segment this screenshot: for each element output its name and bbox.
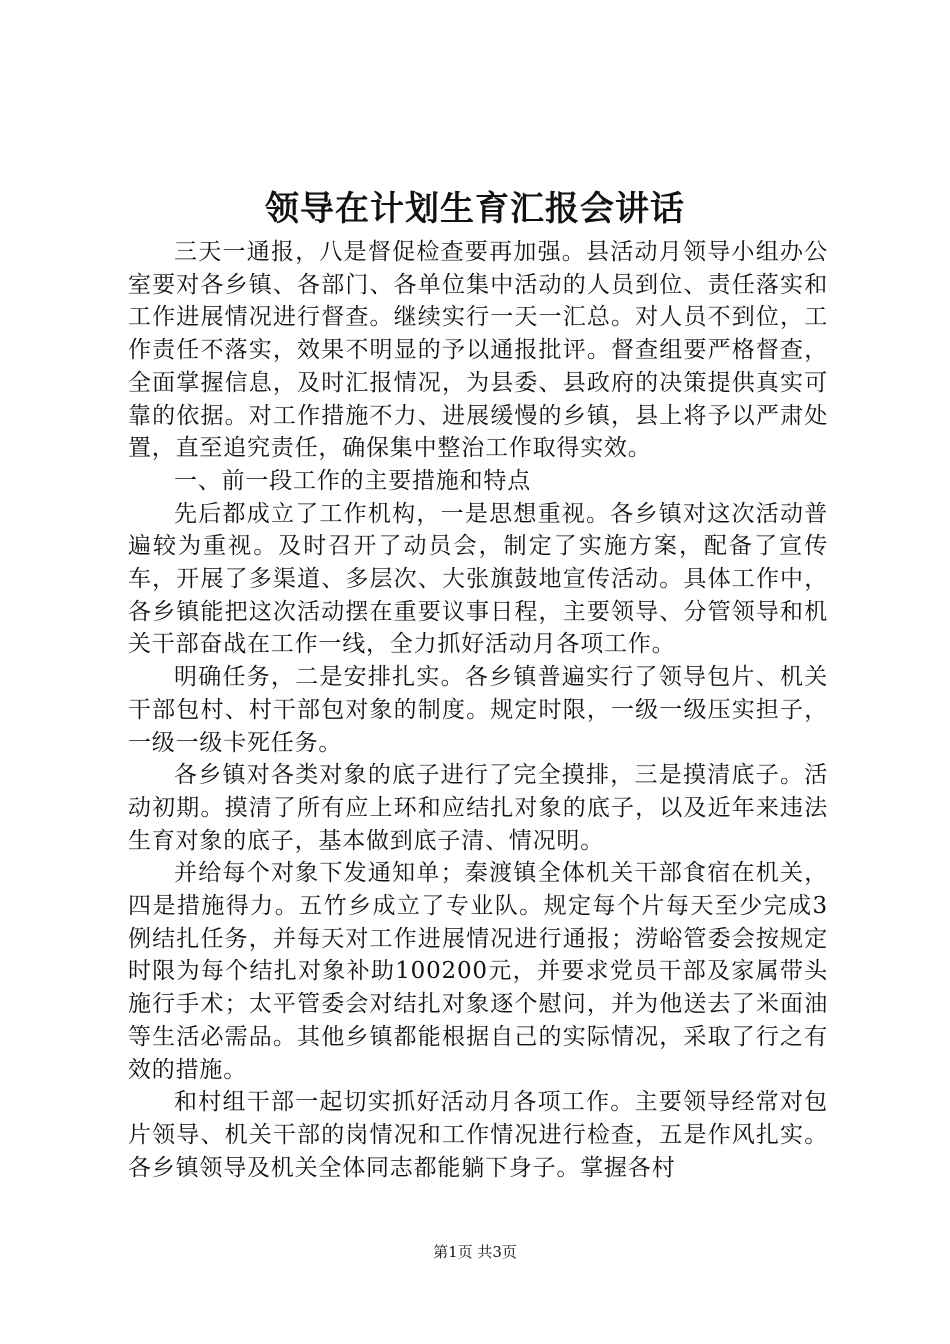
paragraph-1: 三天一通报，八是督促检查要再加强。县活动月领导小组办公室要对各乡镇、各部门、各单位集中活动的人员到位、责任落实和工作进展情况进行督查。继续实行一天一汇总。对人员不到位，工作责任不落实，效果不明显的予以通报批评。督查组要严格督查，全面掌握信息，及时汇报情况，为县委、县政府的决策提供真实可靠的依据。对工作措施不力、进展缓慢的乡镇，县上将予以严肃处置，直至追究责任，确保集中整治工作取得实效。 bbox=[128, 239, 828, 462]
section-heading: 一、前一段工作的主要措施和特点 bbox=[174, 467, 531, 494]
page-number-footer: 第1页 共3页 bbox=[433, 1243, 517, 1261]
document-body bbox=[128, 236, 828, 1184]
paragraph-5: 并给每个对象下发通知单；秦渡镇全体机关干部食宿在机关，四是措施得力。五竹乡成立了专业队。规定每个片每天至少完成3例结扎任务，并每天对工作进展情况进行通报；涝峪管委会按规定时限为每个结扎对象补助100200元，并要求党员干部及家属带头施行手术；太平管委会对结扎对象逐个慰问，并为他送去了米面油等生活必需品。其他乡镇都能根据自己的实际情况，采取了行之有效的措施。 bbox=[128, 860, 828, 1083]
paragraph-3: 明确任务，二是安排扎实。各乡镇普遍实行了领导包片、机关干部包村、村干部包对象的制度。规定时限，一级一级压实担子，一级一级卡死任务。 bbox=[128, 664, 828, 756]
paragraph-2: 先后都成立了工作机构，一是思想重视。各乡镇对这次活动普遍较为重视。及时召开了动员会，制定了实施方案，配备了宣传车，开展了多渠道、多层次、大张旗鼓地宣传活动。具体工作中，各乡镇能把这次活动摆在重要议事日程，主要领导、分管领导和机关干部奋战在工作一线，全力抓好活动月各项工作。 bbox=[128, 500, 828, 658]
paragraph-4: 各乡镇对各类对象的底子进行了完全摸排，三是摸清底子。活动初期。摸清了所有应上环和应结扎对象的底子，以及近年来违法生育对象的底子，基本做到底子清、情况明。 bbox=[128, 762, 828, 854]
document-title: 领导在计划生育汇报会讲话 bbox=[265, 189, 685, 229]
paragraph-6: 和村组干部一起切实抓好活动月各项工作。主要领导经常对包片领导、机关干部的岗情况和工作情况进行检查，五是作风扎实。各乡镇领导及机关全体同志都能躺下身子。掌握各村 bbox=[128, 1089, 828, 1181]
